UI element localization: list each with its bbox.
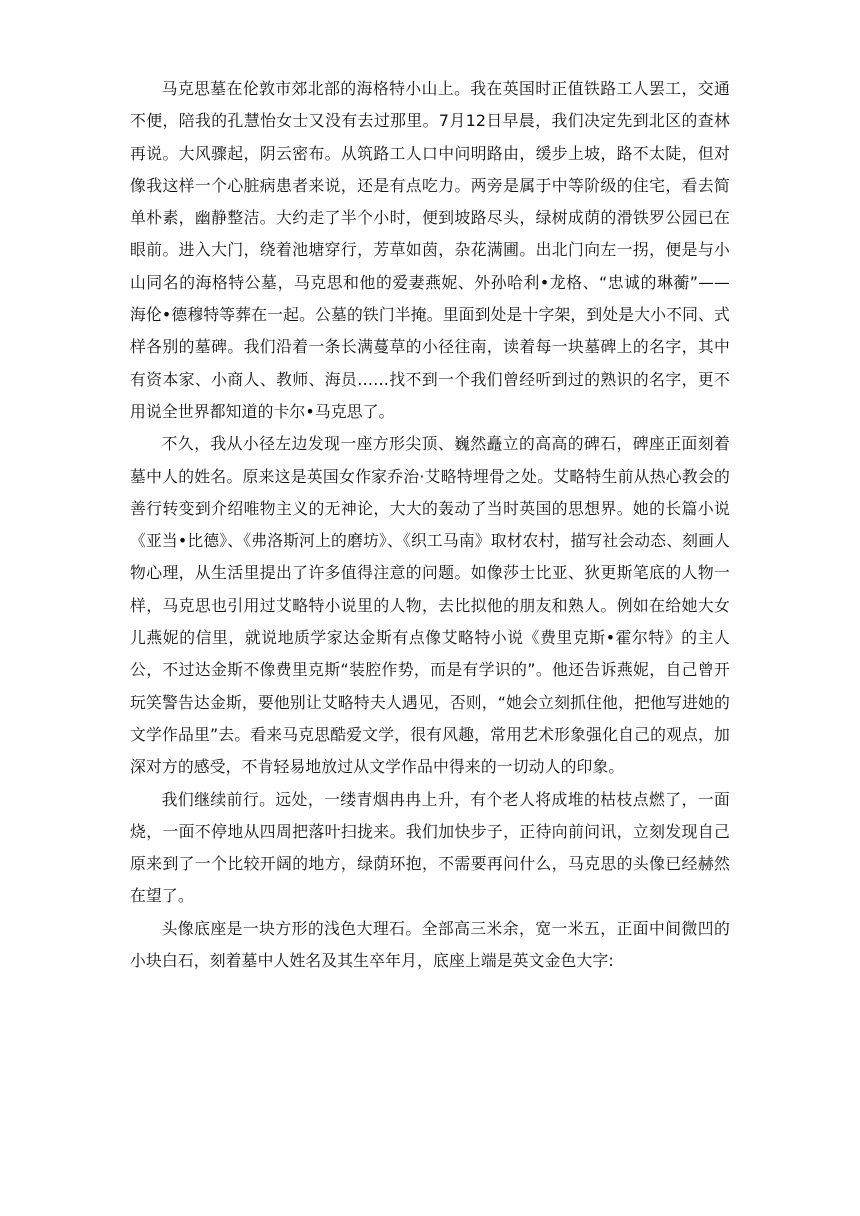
paragraph-3: 我们继续前行。远处，一缕青烟冉冉上升，有个老人将成堆的枯枝点燃了，一面烧，一面不停地从四周把落叶扫拢来。我们加快步子，正待向前问讯，立刻发现自己原来到了一个比较开阔的地方，绿荫环抱，不需要再问什么，马克思的头像已经赫然在望了。 (130, 789, 730, 906)
paragraph-2: 不久，我从小径左边发现一座方形尖顶、巍然矗立的高高的碑石，碑座正面刻着墓中人的姓名。原来这是英国女作家乔治·艾略特埋骨之处。艾略特生前从热心教会的善行转变到介绍唯物主义的无神论，大大的轰动了当时英国的思想界。她的长篇小说《亚当•比德》、《弗洛斯河上的磨坊》、《织工马南》取材农村，描写社会动态、刻画人物心理，从生活里提出了许多值得注意的问题。如像莎士比亚、狄更斯笔底的人物一样，马克思也引用过艾略特小说里的人物，去比拟他的朋友和熟人。例如在给她大女儿燕妮的信里，就说地质学家达金斯有点像艾略特小说《费里克斯•霍尔特》的主人公，不过达金斯不像费里克斯“装腔作势，而是有学识的”。他还告诉燕妮，自己曾开玩笑警告达金斯，要他别让艾略特夫人遇见，否则，“她会立刻抓住他，把他写进她的文学作品里”去。看来马克思酷爱文学，很有风趣，常用艺术形象强化自己的观点，加深对方的感受，不肯轻易地放过从文学作品中得来的一切动人的印象。 (130, 434, 730, 777)
paragraph-1: 马克思墓在伦敦市郊北部的海格特小山上。我在英国时正值铁路工人罢工，交通不便，陪我的孔慧怡女士又没有去过那里。7月12日早晨，我们决定先到北区的查林再说。大风骤起，阴云密布。从筑路工人口中问明路由，缓步上坡，路不太陡，但对像我这样一个心脏病患者来说，还是有点吃力。两旁是属于中等阶级的住宅，看去简单朴素，幽静整洁。大约走了半个小时，便到坡路尽头，绿树成荫的滑铁罗公园已在眼前。进入大门，绕着池塘穿行，芳草如茵，杂花满圃。出北门向左一拐，便是与小山同名的海格特公墓，马克思和他的爱妻燕妮、外孙哈利•龙格、“忠诚的琳蘅”——海伦•德穆特等葬在一起。公墓的铁门半掩。里面到处是十字架，到处是大小不同、式样各别的墓碑。我们沿着一条长满蔓草的小径往南，读着每一块墓碑上的名字，其中有资本家、小商人、教师、海员……找不到一个我们曾经听到过的熟识的名字，更不用说全世界都知道的卡尔•马克思了。 (130, 79, 730, 421)
document-body (130, 73, 730, 977)
paragraph-4: 头像底座是一块方形的浅色大理石。全部高三米余，宽一米五，正面中间微凹的小块白石，刻着墓中人姓名及其生卒年月，底座上端是英文金色大字: (130, 918, 730, 971)
